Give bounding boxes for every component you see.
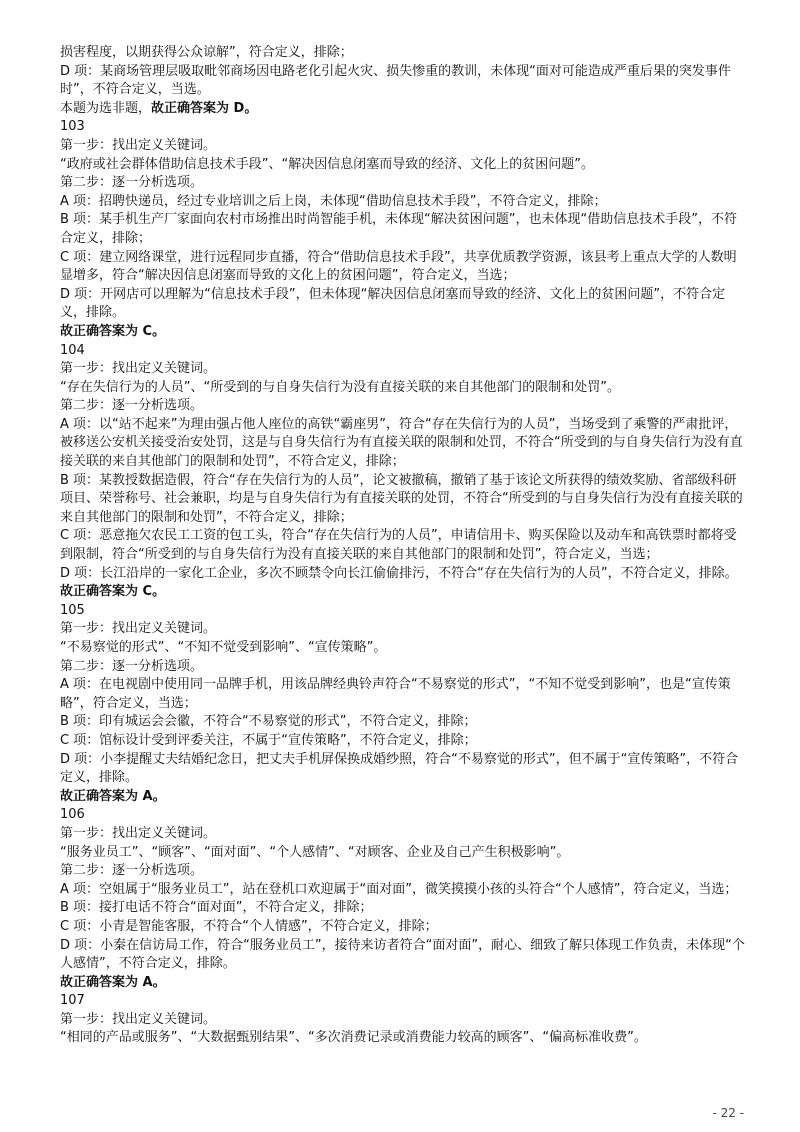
text-line (60, 1011, 746, 1030)
line-text: A 项：招聘快递员，经过专业培训之后上岗，未体现“借助信息技术手段”，不符合定义，排除； (60, 193, 607, 209)
text-line (60, 174, 746, 193)
text-line (60, 286, 746, 323)
text-line (60, 732, 746, 751)
text-line (60, 844, 746, 863)
answer-text: 故正确答案为 D。 (151, 100, 258, 116)
line-text: “服务业员工”、“顾客”、“面对面”、“个人感情”、“对顾客、企业及自己产生积极影响”。 (60, 844, 570, 860)
line-text: D 项：小秦在信访局工作，符合“服务业员工”，接待来访者符合“面对面”，耐心、细致了解只体现工作负责，未体现“个人感情”，不符合定义，排除。 (60, 937, 745, 972)
answer-text: 故正确答案为 C。 (60, 584, 166, 600)
line-text: D 项：长江沿岸的一家化工企业，多次不顾禁令向长江偷偷排污，不符合“存在失信行为的人员”，不符合定义，排除。 (60, 565, 738, 581)
document-body (60, 44, 746, 1048)
answer-text: 故正确答案为 A。 (60, 974, 166, 990)
text-line (60, 806, 746, 825)
text-line (60, 713, 746, 732)
line-text: 第一步：找出定义关键词。 (60, 1011, 217, 1027)
line-text: 损害程度，以期获得公众谅解”，符合定义，排除； (60, 45, 353, 60)
text-line (60, 992, 746, 1011)
line-text: 第一步：找出定义关键词。 (60, 825, 217, 841)
text-line (60, 788, 746, 807)
text-line (60, 937, 746, 974)
line-text: B 项：某手机生产厂家面向农村市场推出时尚智能手机，未体现“解决贫困问题”，也未体现“借助信息技术手段”，不符合定义，排除； (60, 212, 737, 246)
text-line (60, 620, 746, 639)
line-text: 第一步：找出定义关键词。 (60, 361, 217, 377)
line-text: “存在失信行为的人员”、“所受到的与自身失信行为没有直接关联的来自其他部门的限制和处罚”。 (60, 379, 620, 395)
text-line (60, 527, 746, 564)
line-text: 第二步：逐一分析选项。 (60, 398, 204, 414)
text-line (60, 342, 746, 361)
line-text: B 项：印有城运会会徽，不符合“不易察觉的形式”，不符合定义，排除； (60, 714, 477, 730)
text-line (60, 397, 746, 416)
text-line (60, 899, 746, 918)
text-line (60, 565, 746, 584)
text-line (60, 825, 746, 844)
line-text: 103 (60, 119, 85, 135)
answer-text: 故正确答案为 C。 (60, 323, 166, 339)
text-line (60, 918, 746, 937)
line-text: B 项：接打电话不符合“面对面”，不符合定义，排除； (60, 900, 373, 916)
text-line (60, 193, 746, 212)
text-line (60, 974, 746, 993)
text-line (60, 360, 746, 379)
text-line (60, 323, 746, 342)
text-line (60, 118, 746, 137)
text-line (60, 658, 746, 677)
text-line (60, 44, 746, 63)
line-text: 第二步：逐一分析选项。 (60, 175, 204, 191)
line-text: A 项：空姐属于“服务业员工”，站在登机口欢迎属于“面对面”，微笑摸摸小孩的头符合“个人感情”，符合定义，当选； (60, 881, 738, 897)
line-text: D 项：开网店可以理解为“信息技术手段”，但未体现“解决因信息闭塞而导致的经济、文化上的贫困问题”，不符合定义，排除。 (60, 286, 726, 321)
line-text: 第二步：逐一分析选项。 (60, 863, 204, 879)
page-number: - 22 - (712, 1106, 744, 1120)
text-line (60, 602, 746, 621)
text-line (60, 416, 746, 472)
line-text: C 项：小青是智能客服，不符合“个人情感”，不符合定义，排除； (60, 918, 438, 934)
line-text: 第一步：找出定义关键词。 (60, 137, 217, 153)
line-text: A 项：以“站不起来”为理由强占他人座位的高铁“霸座男”，符合“存在失信行为的人员”，当场受到了乘警的严肃批评，被移送公安机关接受治安处罚，这是与自身失信行为有直接关联的限制和处罚，不符合“所受到的与自身失信行为没有直接关联的来自其他部门的限制和处罚”，不符合定义，排除； (60, 416, 743, 470)
line-text: 107 (60, 993, 85, 1009)
text-line (60, 639, 746, 658)
text-line (60, 137, 746, 156)
text-line (60, 862, 746, 881)
line-text: C 项：恶意拖欠农民工工资的包工头，符合“存在失信行为的人员”，申请信用卡、购买保险以及动车和高铁票时都将受到限制，符合“所受到的与自身失信行为没有直接关联的来自其他部门的限制和处罚”，符合定义，当选； (60, 528, 737, 563)
line-text: 第二步：逐一分析选项。 (60, 658, 204, 674)
line-text: C 项：馆标设计受到评委关注，不属于“宣传策略”，不符合定义，排除； (60, 732, 477, 748)
line-text: B 项：某教授数据造假，符合“存在失信行为的人员”，论文被撤稿，撤销了基于该论文所获得的绩效奖励、省部级科研项目、荣誉称号、社会兼职，均是与自身失信行为有直接关联的处罚，不符合“所受到的与自身失信行为没有直接关联的来自其他部门的限制和处罚”，不符合定义，排除； (60, 472, 743, 525)
text-line (60, 472, 746, 528)
text-line (60, 249, 746, 286)
text-line (60, 751, 746, 788)
line-text: 106 (60, 807, 85, 823)
text-line (60, 676, 746, 713)
line-text: 104 (60, 342, 85, 358)
text-line (60, 156, 746, 175)
line-text: D 项：小李提醒丈夫结婚纪念日，把丈夫手机屏保换成婚纱照，符合“不易察觉的形式”，但不属于“宣传策略”，不符合定义，排除。 (60, 751, 739, 786)
text-line (60, 1029, 746, 1048)
text-line (60, 63, 746, 100)
text-line (60, 100, 746, 119)
line-text: “相同的产品或服务”、“大数据甄别结果”、“多次消费记录或消费能力较高的顾客”、“偏高标准收费”。 (60, 1030, 647, 1046)
line-text: 本题为选非题， (60, 100, 152, 116)
line-text: C 项：建立网络课堂，进行远程同步直播，符合“借助信息技术手段”，共享优质教学资源，该县考上重点大学的人数明显增多，符合“解决因信息闭塞而导致的文化上的贫困问题”，符合定义，当选； (60, 249, 737, 284)
text-line (60, 881, 746, 900)
line-text: “不易察觉的形式”、“不知不觉受到影响”、“宣传策略”。 (60, 640, 387, 655)
line-text: A 项：在电视剧中使用同一品牌手机，用该品牌经典铃声符合“不易察觉的形式”，“不知不觉受到影响”，也是“宣传策略”，符合定义，当选； (60, 677, 731, 711)
text-line (60, 379, 746, 398)
line-text: 105 (60, 602, 85, 618)
text-line (60, 211, 746, 248)
line-text: 第一步：找出定义关键词。 (60, 621, 217, 637)
text-line (60, 583, 746, 602)
line-text: D 项：某商场管理层吸取毗邻商场因电路老化引起火灾、损失惨重的教训，未体现“面对可能造成严重后果的突发事件时”，不符合定义，当选。 (60, 63, 731, 98)
answer-text: 故正确答案为 A。 (60, 788, 166, 804)
line-text: “政府或社会群体借助信息技术手段”、“解决因信息闭塞而导致的经济、文化上的贫困问题”。 (60, 156, 594, 172)
